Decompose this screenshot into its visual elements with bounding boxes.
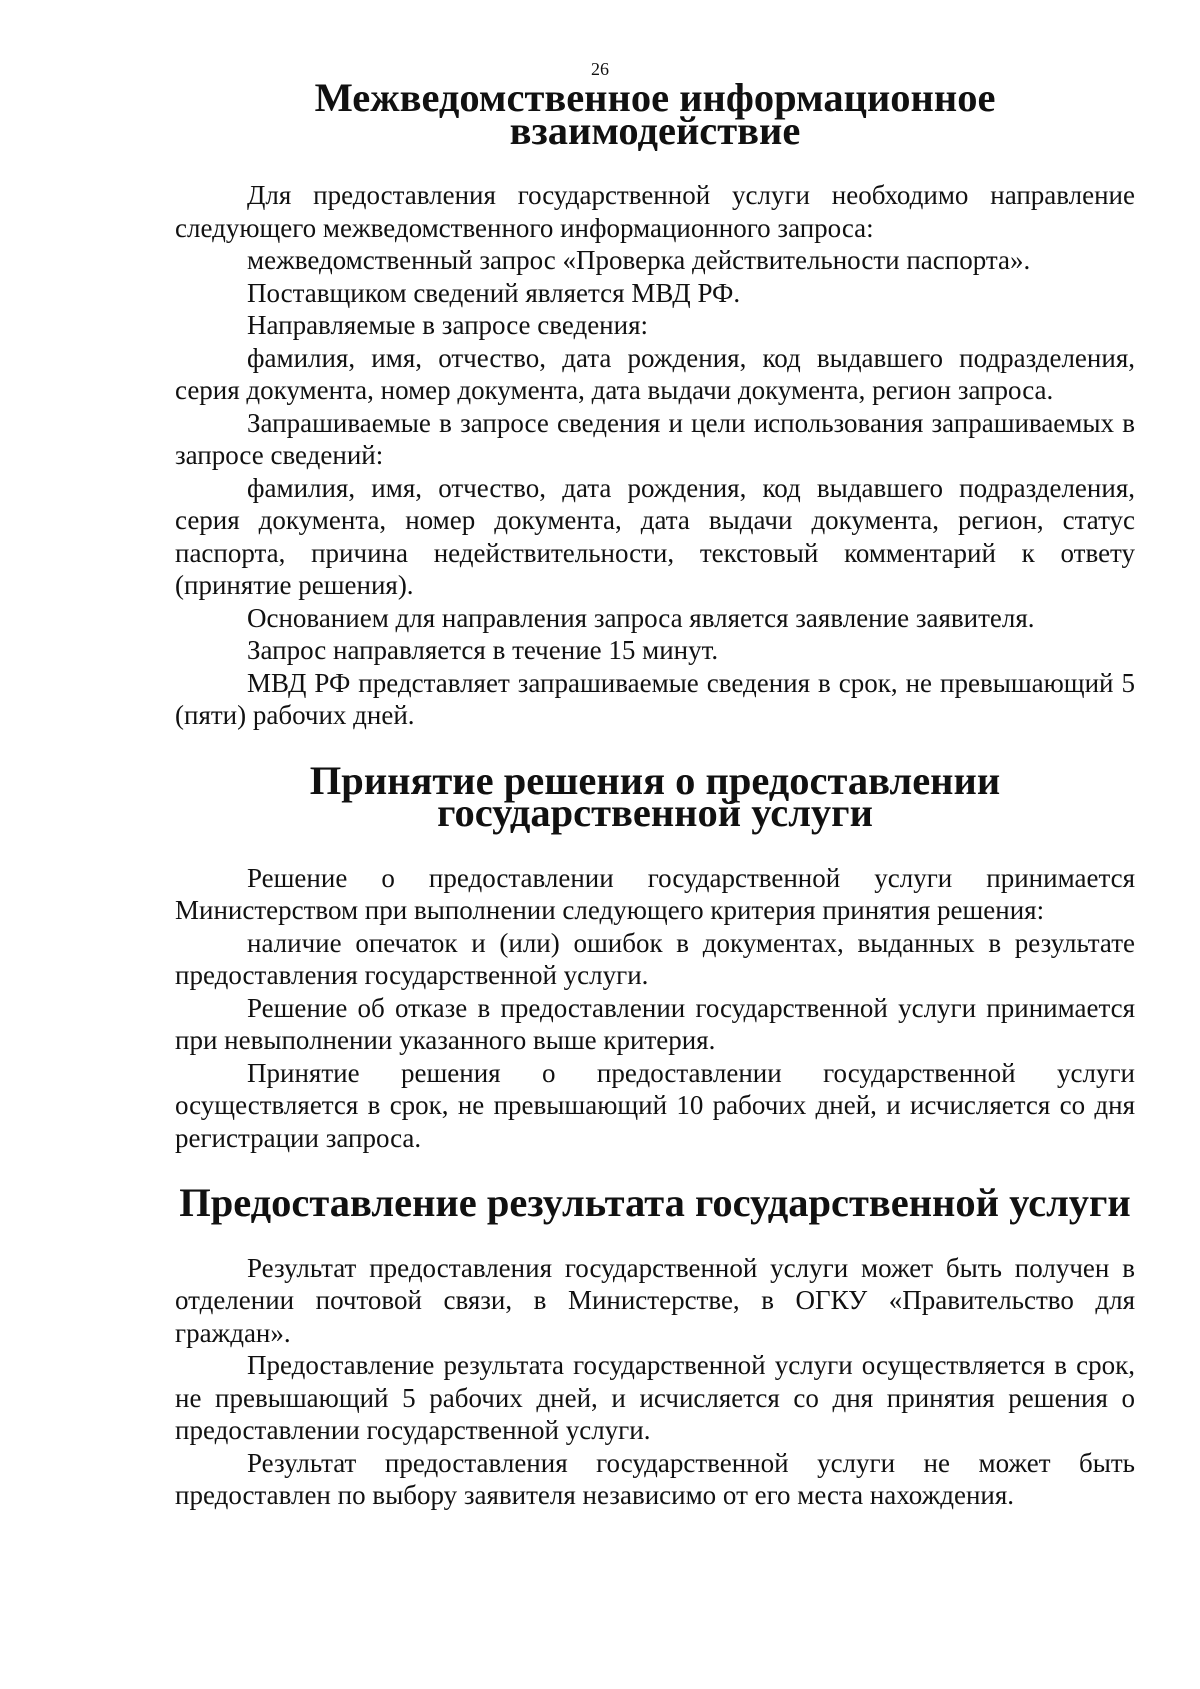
section-decision [175, 757, 1135, 1155]
paragraph: Предоставление результата государственной услуги осуществляется в срок, не превышающий 5 рабочих дней, и исчисляется со дня принятия решения о предоставлении государственной услуги. [175, 1350, 1135, 1445]
paragraph: Поставщиком сведений является МВД РФ. [247, 277, 741, 308]
section-heading: Принятие решения о предоставлении государственной услуги [309, 757, 1001, 835]
section-heading: Межведомственное информационное взаимодействие [314, 75, 996, 153]
paragraph: наличие опечаток и (или) ошибок в документах, выданных в результате предоставления государственной услуги. [175, 927, 1135, 990]
document-body [175, 75, 1135, 1512]
paragraph: фамилия, имя, отчество, дата рождения, код выдавшего подразделения, серия документа, номер документа, дата выдачи документа, регион запроса. [175, 342, 1135, 405]
paragraph: Направляемые в запросе сведения: [247, 310, 648, 340]
paragraph: Запрос направляется в течение 15 минут. [247, 635, 719, 665]
paragraph: фамилия, имя, отчество, дата рождения, код выдавшего подразделения, серия документа, номер документа, дата выдачи документа, регион, статус паспорта, причина недействительности, текстовый комментарий к ответу (принятие решения). [175, 472, 1135, 600]
paragraph: Принятие решения о предоставлении государственной услуги осуществляется в срок, не превышающий 10 рабочих дней, и исчисляется со дня регистрации запроса. [175, 1057, 1135, 1153]
paragraph: Основанием для направления запроса является заявление заявителя. [247, 602, 1035, 633]
paragraph: Для предоставления государственной услуги необходимо направление следующего межведомственного информационного запроса: [175, 180, 1135, 243]
paragraph: МВД РФ представляет запрашиваемые сведения в срок, не превышающий 5 (пяти) рабочих дней. [175, 667, 1135, 730]
paragraph: Результат предоставления государственной услуги не может быть предоставлен по выбору заявителя независимо от его места нахождения. [175, 1447, 1135, 1510]
section-heading: Предоставление результата государственной услуги [179, 1180, 1131, 1225]
section-interagency-interaction [175, 75, 1135, 732]
page-number: 26 [591, 59, 609, 79]
paragraph: Запрашиваемые в запросе сведения и цели использования запрашиваемых в запросе сведений: [175, 407, 1135, 470]
section-result [175, 1180, 1135, 1512]
paragraph: межведомственный запрос «Проверка действительности паспорта». [247, 245, 1031, 275]
paragraph: Решение о предоставлении государственной услуги принимается Министерством при выполнении следующего критерия принятия решения: [175, 862, 1135, 925]
paragraph: Результат предоставления государственной услуги может быть получен в отделении почтовой связи, в Министерстве, в ОГКУ «Правительство для граждан». [175, 1252, 1135, 1348]
paragraph: Решение об отказе в предоставлении государственной услуги принимается при невыполнении указанного выше критерия. [175, 992, 1135, 1055]
